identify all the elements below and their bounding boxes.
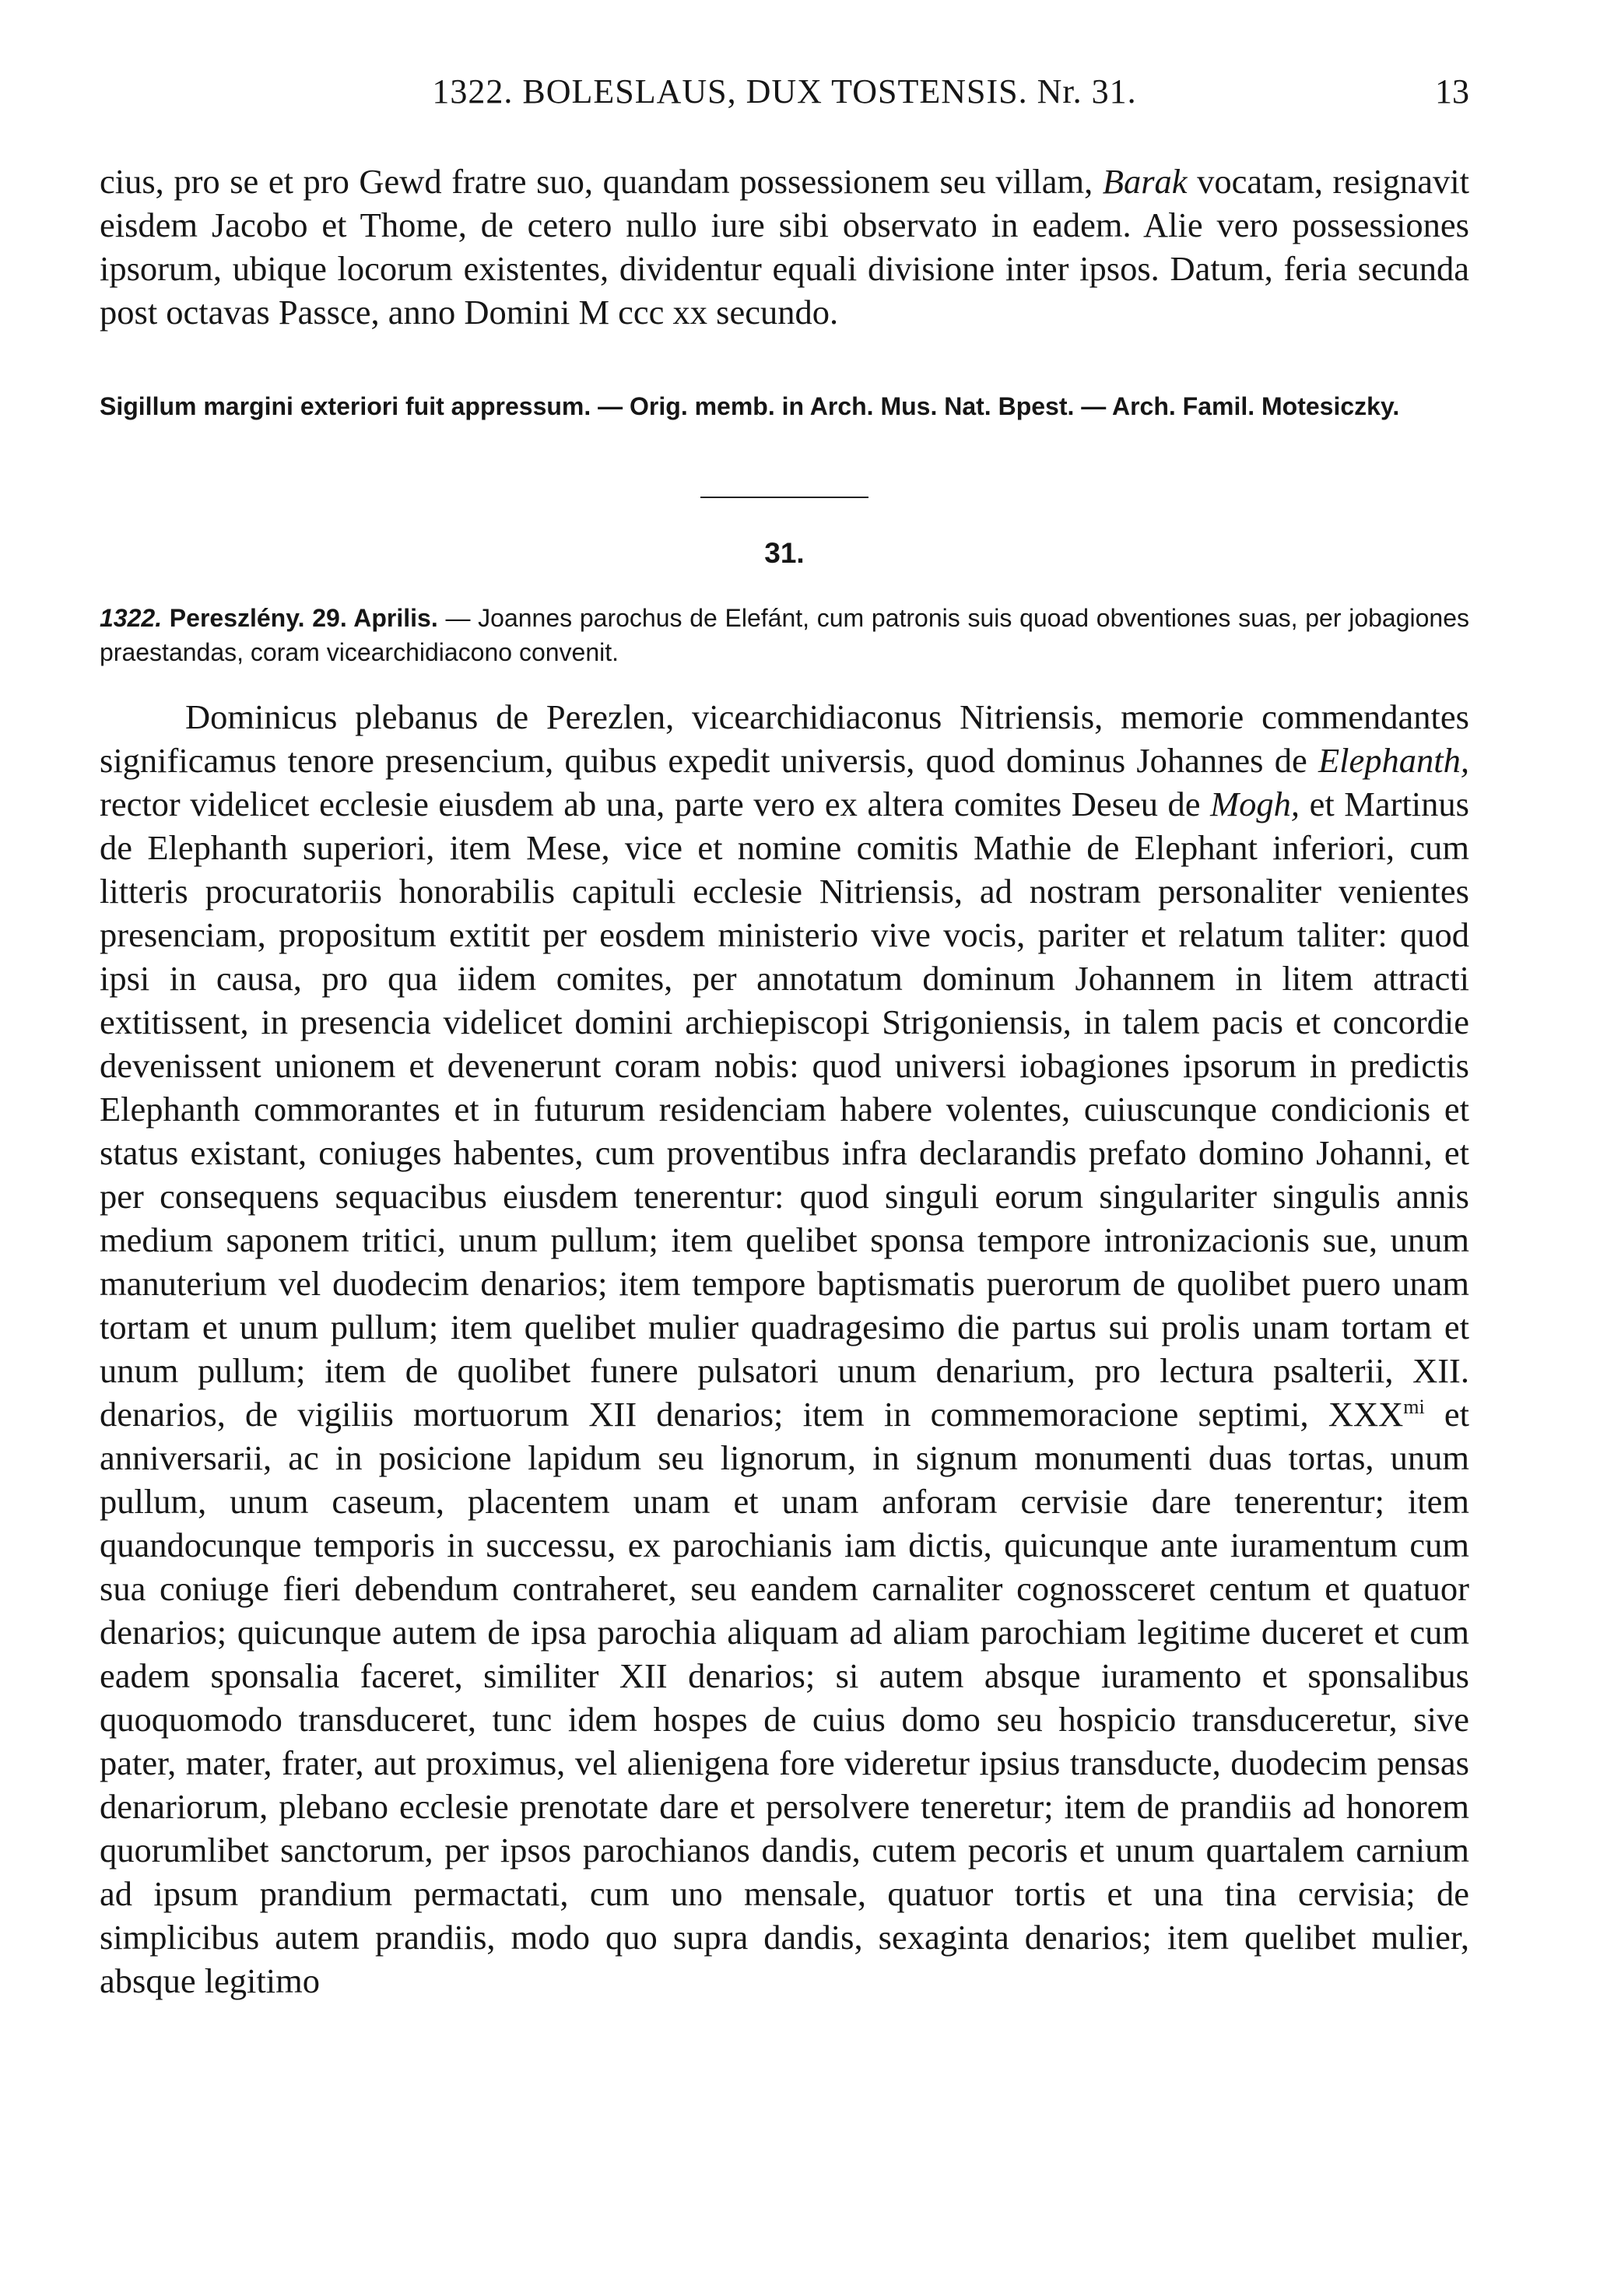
text-segment: cius, pro se et pro Gewd fratre suo, quandam possessionem seu villam, — [100, 162, 1103, 201]
superscript-mi: mi — [1403, 1396, 1425, 1419]
charter-text — [100, 695, 1469, 2003]
regest-summary: — Joannes parochus de Elefánt, cum patronis suis quoad obventiones suas, per jobagiones praestandas, coram vicearchidiacono convenit. — [100, 604, 1470, 666]
text-segment: vocatam, resignavit eisdem Jacobo et Thome, de cetero nullo iure sibi observato in eadem. Alie vero possessiones ipsorum, ubique locorum existentes, dividentur equali divisione inter ipsos. Datum, feria secunda post octavas Passce, anno Domini M ccc xx secundo. — [100, 162, 1469, 332]
place-name-mogh: Mogh, — [1210, 785, 1300, 823]
section-divider — [700, 497, 868, 498]
regest-year: 1322. — [100, 604, 163, 632]
text-segment: et Martinus de Elephanth superiori, item Mese, vice et nomine comitis Mathie de Elephant inferiori, cum litteris procuratoriis honorabilis capituli ecclesie Nitriensis, ad nostram personaliter venientes presenciam, propositum extitit per eosdem ministerio vive vocis, pariter et relatum taliter: quod ipsi in causa, pro qua iidem comites, per annotatum dominum Johannem in litem attracti extitissent, in presencia videlicet domini archiepiscopi Strigoniensis, in talem pacis et concordie devenissent unionem et devenerunt coram nobis: quod universi iobagiones ipsorum in predictis Elephanth commorantes et in futurum residenciam habere volentes, cuiuscunque condicionis et status existant, coniuges habentes, cum proventibus infra declarandis prefato domino Johanni, et per consequens sequacibus eiusdem tenerentur: quod singuli eorum singulariter singulis annis medium saponem tritici, unum pullum; item quelibet sponsa tempore intronizacionis sue, unum manuterium vel duodecim denarios; item tempore baptismatis puerorum de quolibet puero unam tortam et unum pullum; item quelibet mulier quadragesimo die partus sui prolis unam tortam et unum pullum; item de quolibet funere pulsatori unum denarium, pro lectura psalterii, XII. denarios, de vigiliis mortuorum XII denarios; item in commemoracione septimi, XXX — [100, 785, 1469, 1434]
running-title: 1322. BOLESLAUS, DUX TOSTENSIS. Nr. 31. — [432, 72, 1137, 111]
running-header — [100, 72, 1469, 118]
previous-document-text — [100, 160, 1469, 334]
regest — [100, 601, 1469, 669]
document-number: 31. — [764, 537, 805, 569]
text-segment: rector videlicet ecclesie eiusdem ab una, parte vero ex altera comites Deseu de — [100, 785, 1211, 823]
text-segment: Dominicus plebanus de Perezlen, vicearchidiaconus Nitriensis, memorie commendantes significamus tenore presencium, quibus expedit universis, quod dominus Johannes de — [100, 697, 1469, 780]
seal-and-source-note: Sigillum margini exteriori fuit appressum. — Orig. memb. in Arch. Mus. Nat. Bpest. — Arch. Famil. Motesiczky. — [100, 392, 1400, 420]
text-segment: et anniversarii, ac in posicione lapidum seu lignorum, in signum monumenti duas tortas, unum pullum, unum caseum, placentem unam et unam anforam cervisie dare tenerentur; item quandocunque temporis in successu, ex parochianis iam dictis, quicunque ante iuramentum cum sua coniuge fieri debendum contraheret, seu eandem carnaliter cognossceret centum et quatuor denarios; quicunque autem de ipsa parochia aliquam ad aliam parochiam legitime duceret et cum eadem sponsalia faceret, similiter XII denarios; si autem absque iuramento et sponsalibus quoquomodo transduceret, tunc idem hospes de cuius domo seu hospicio transduceretur, sive pater, mater, frater, aut proximus, vel alienigena fore videretur ipsius transducte, duodecim pensas denariorum, plebano ecclesie prenotate dare et persolvere teneretur; item de prandiis ad honorem quorumlibet sanctorum, per ipsos parochianos dandis, cutem pecoris et unum quartalem carnium ad ipsum prandium permactati, cum uno mensale, quatuor tortis et una tina cervisia; de simplicibus autem prandiis, modo quo supra dandis, sexaginta denarios; item quelibet mulier, absque legitimo — [100, 1395, 1469, 2000]
place-name-elephanth: Elephanth, — [1318, 741, 1469, 780]
place-name-barak: Barak — [1102, 162, 1188, 201]
page-number: 13 — [1435, 72, 1469, 111]
regest-date: Pereszlény. 29. Aprilis. — [169, 604, 438, 632]
